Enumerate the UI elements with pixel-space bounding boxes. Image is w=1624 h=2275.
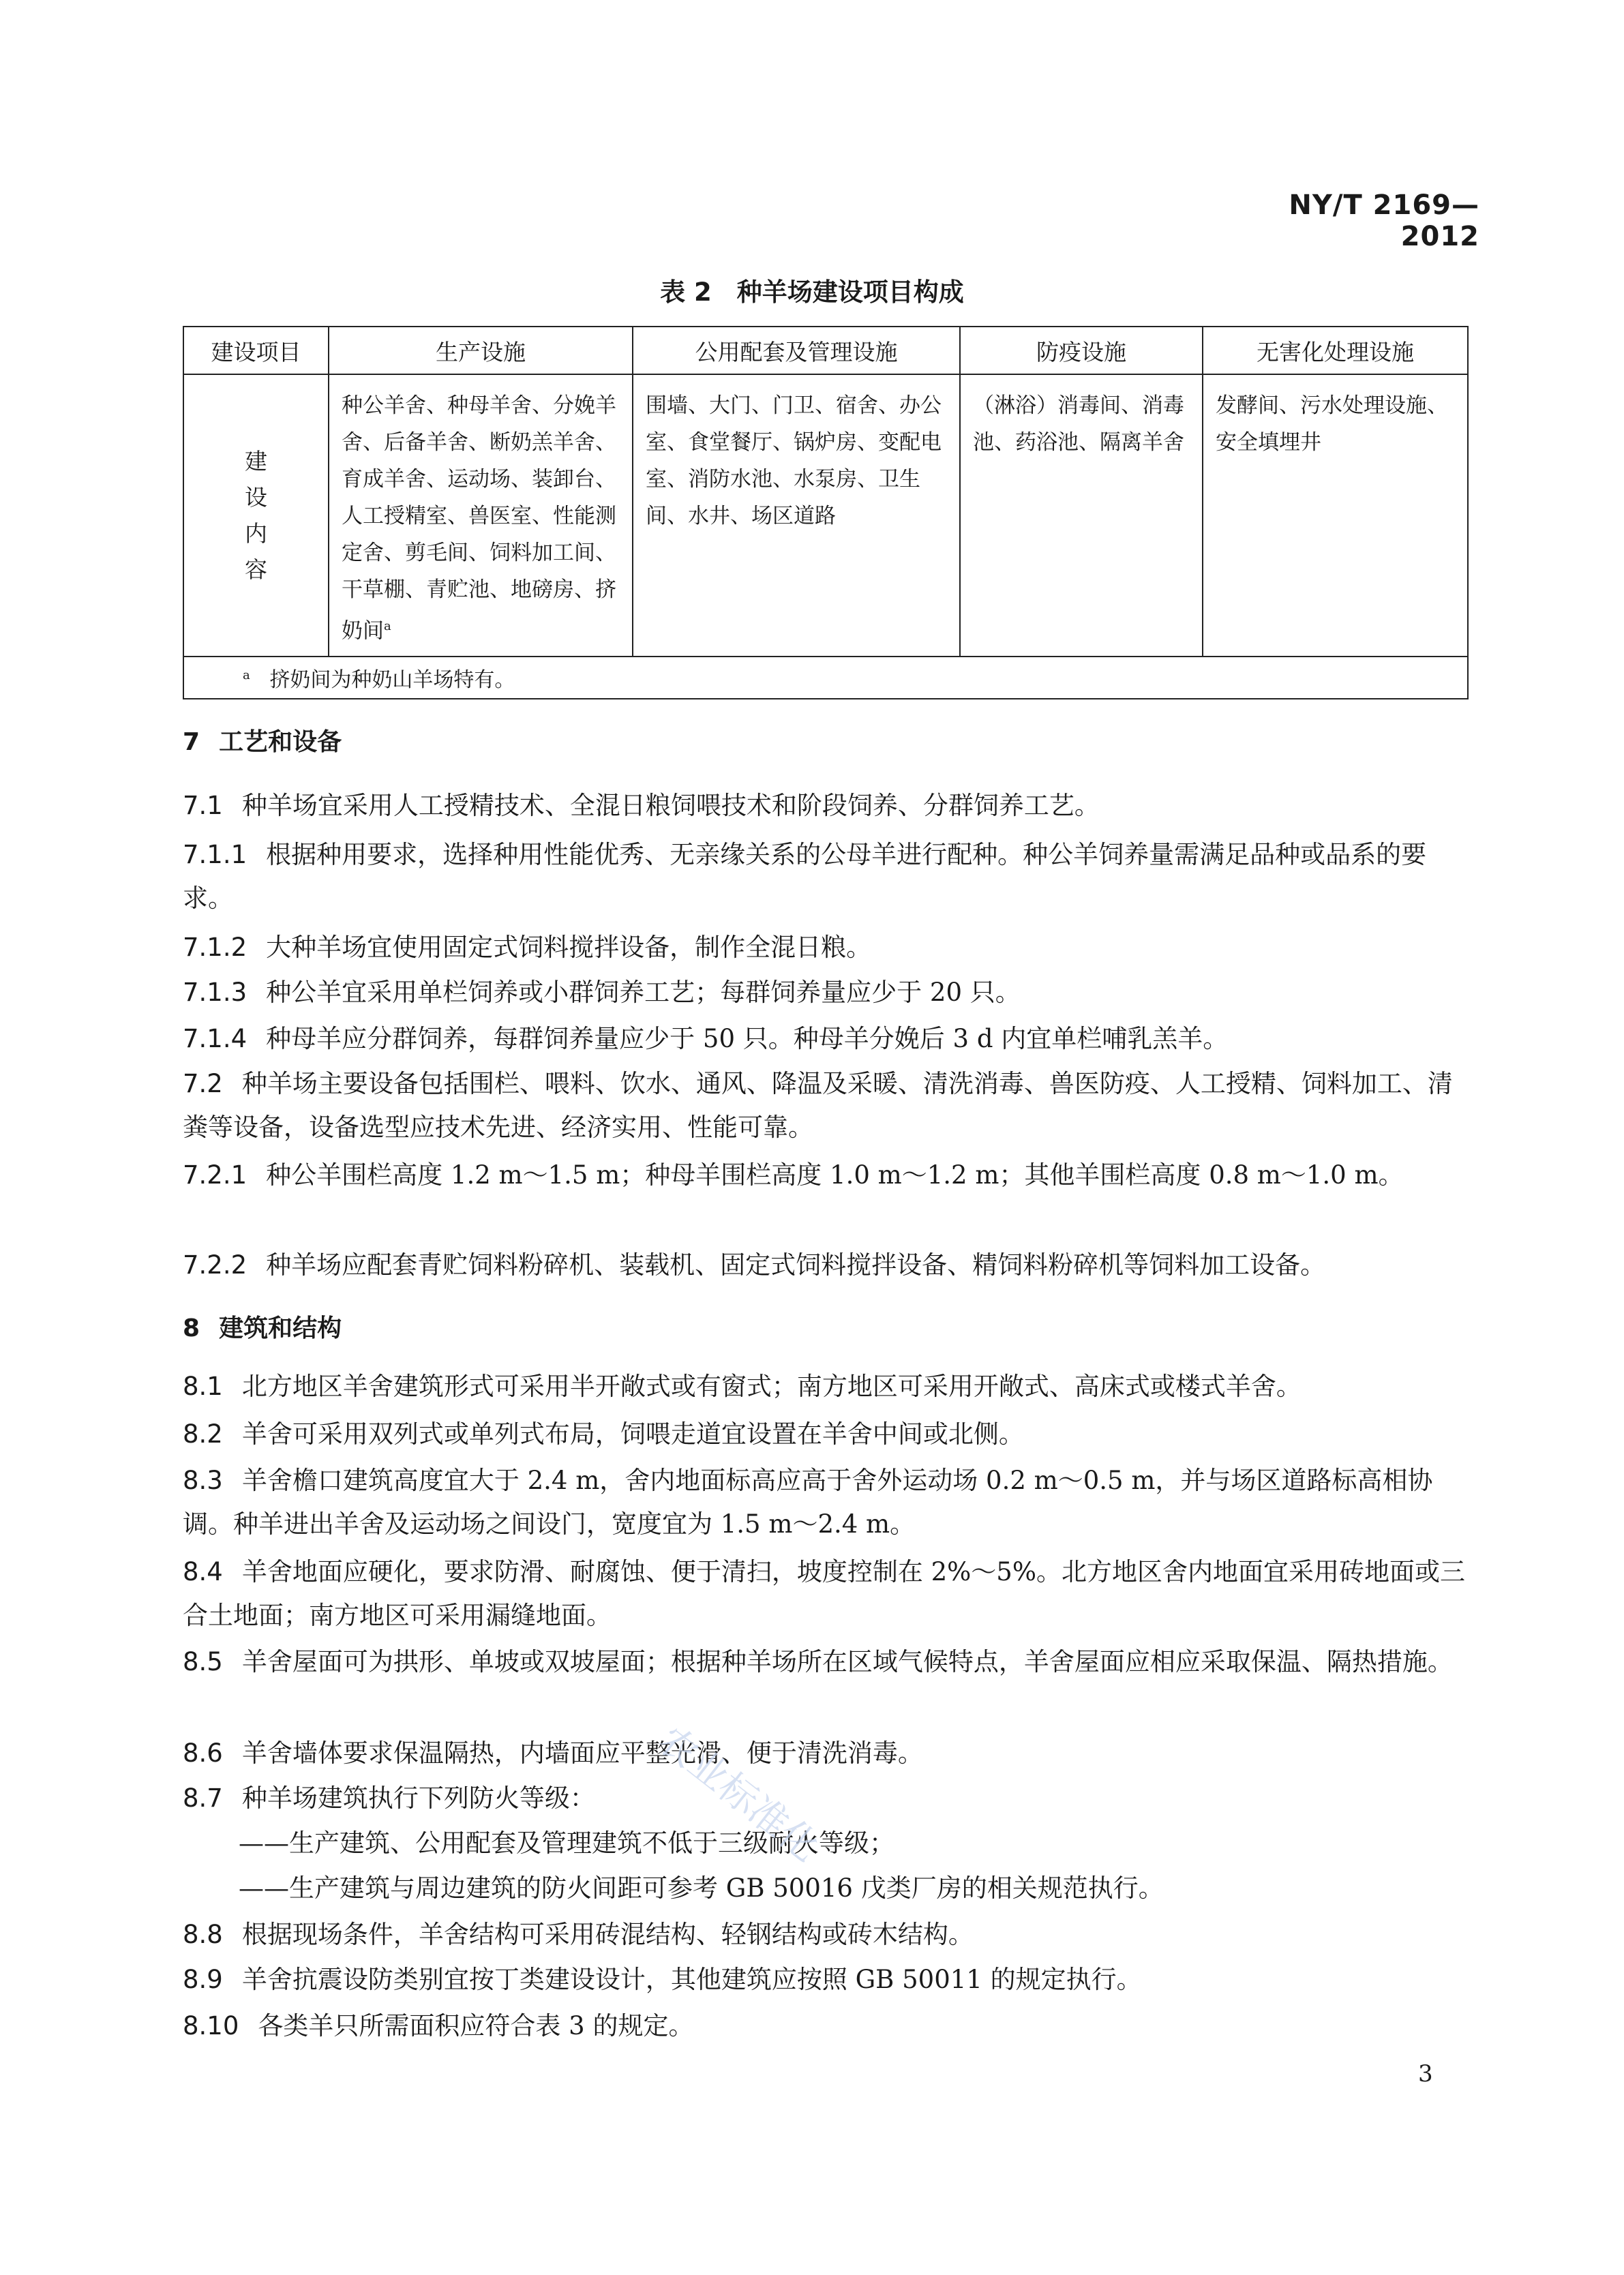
clause-7-2-1: 7.2.1 种公羊围栏高度 1.2 m～1.5 m；种母羊围栏高度 1.0 m～1.2 m；其他羊围栏高度 0.8 m～1.0 m。 xyxy=(183,1160,1404,1190)
clause-7-1: 7.1 种羊场宜采用人工授精技术、全混日粮饲喂技术和阶段饲养、分群饲养工艺。 xyxy=(183,791,1100,820)
dash-item: ——生产建筑、公用配套及管理建筑不低于三级耐火等级； xyxy=(239,1828,894,1858)
footnote-mark: a xyxy=(243,668,250,683)
clause-7-2-2: 7.2.2 种羊场应配套青贮饲料粉碎机、装载机、固定式饲料搅拌设备、精饲料粉碎机等饲料加工设备。 xyxy=(183,1250,1326,1280)
table-header-row xyxy=(183,327,1468,374)
clause-8-7: 8.7 种羊场建筑执行下列防火等级： xyxy=(183,1783,595,1813)
section-heading-7: 7 工艺和设备 xyxy=(183,728,342,756)
column-header: 建设项目 xyxy=(183,327,329,374)
clause-8-2: 8.2 羊舍可采用双列式或单列式布局，饲喂走道宜设置在羊舍中间或北侧。 xyxy=(183,1419,1024,1449)
clause-8-5: 8.5 羊舍屋面可为拱形、单坡或双坡屋面；根据种羊场所在区域气候特点，羊舍屋面应相应采取保温、隔热措施。 xyxy=(183,1647,1453,1676)
cell-harmless: 发酵间、污水处理设施、安全填埋井 xyxy=(1203,374,1468,657)
clause-8-10: 8.10 各类羊只所需面积应符合表 3 的规定。 xyxy=(183,2011,694,2040)
table-row xyxy=(183,374,1468,657)
column-header: 无害化处理设施 xyxy=(1203,327,1468,374)
column-header: 公用配套及管理设施 xyxy=(633,327,960,374)
table-title: 表 2 种羊场建设项目构成 xyxy=(660,277,964,307)
cell-text: 种公羊舍、种母羊舍、分娩羊舍、后备羊舍、断奶羔羊舍、育成羊舍、运动场、装卸台、人工授精室、兽医室、性能测定舍、剪毛间、饲料加工间、干草棚、青贮池、地磅房、挤奶间 xyxy=(342,393,616,644)
table-note xyxy=(183,657,1468,699)
table-note-row xyxy=(183,657,1468,699)
clause-8-3: 8.3 羊舍檐口建筑高度宜大于 2.4 m，舍内地面标高应高于舍外运动场 0.2 m～0.5 m，并与场区道路标高相协调。种羊进出羊舍及运动场之间设门，宽度宜为 1.5 m～2.4 m。 xyxy=(183,1466,1433,1539)
cell-public: 围墙、大门、门卫、宿舍、办公室、食堂餐厅、锅炉房、变配电室、消防水池、水泵房、卫生间、水井、场区道路 xyxy=(633,374,960,657)
clause-8-8: 8.8 根据现场条件，羊舍结构可采用砖混结构、轻钢结构或砖木结构。 xyxy=(183,1920,974,1949)
note-text: 挤奶间为种奶山羊场特有。 xyxy=(269,668,515,693)
clause-7-1-3: 7.1.3 种公羊宜采用单栏饲养或小群饲养工艺；每群饲养量应少于 20 只。 xyxy=(183,978,1021,1007)
clause-7-2: 7.2 种羊场主要设备包括围栏、喂料、饮水、通风、降温及采暖、清洗消毒、兽医防疫、人工授精、饲料加工、清粪等设备，设备选型应技术先进、经济实用、性能可靠。 xyxy=(183,1069,1453,1142)
clause-7-1-4: 7.1.4 种母羊应分群饲养，每群饲养量应少于 50 只。种母羊分娩后 3 d 内宜单栏哺乳羔羊。 xyxy=(183,1024,1229,1053)
clause-8-1: 8.1 北方地区羊舍建筑形式可采用半开敞式或有窗式；南方地区可采用开敞式、高床式或楼式羊舍。 xyxy=(183,1372,1302,1401)
standard-code: NY/T 2169—2012 xyxy=(1289,190,1479,252)
cell-epidemic: （淋浴）消毒间、消毒池、药浴池、隔离羊舍 xyxy=(960,374,1203,657)
clause-8-6: 8.6 羊舍墙体要求保温隔热，内墙面应平整光滑、便于清洗消毒。 xyxy=(183,1738,923,1768)
clause-7-1-2: 7.1.2 大种羊场宜使用固定式饲料搅拌设备，制作全混日粮。 xyxy=(183,933,872,962)
footnote-mark: a xyxy=(384,619,391,633)
row-label: 建 设 内 容 xyxy=(183,374,329,657)
clause-8-4: 8.4 羊舍地面应硬化，要求防滑、耐腐蚀、便于清扫，坡度控制在 2%～5%。北方地区舍内地面宜采用砖地面或三合土地面；南方地区可采用漏缝地面。 xyxy=(183,1557,1465,1630)
page-number: 3 xyxy=(1418,2060,1433,2088)
column-header: 生产设施 xyxy=(329,327,633,374)
dash-item: ——生产建筑与周边建筑的防火间距可参考 GB 50016 戊类厂房的相关规范执行。 xyxy=(239,1873,1164,1903)
section-heading-8: 8 建筑和结构 xyxy=(183,1314,342,1342)
clause-7-1-1: 7.1.1 根据种用要求，选择种用性能优秀、无亲缘关系的公母羊进行配种。种公羊饲养量需满足品种或品系的要求。 xyxy=(183,840,1427,913)
table-2 xyxy=(183,326,1467,699)
watermark: 农业标准化 xyxy=(649,1717,828,1871)
cell-production xyxy=(329,374,633,657)
column-header: 防疫设施 xyxy=(960,327,1203,374)
clause-8-9: 8.9 羊舍抗震设防类别宜按丁类建设设计，其他建筑应按照 GB 50011 的规定执行。 xyxy=(183,1965,1142,1994)
